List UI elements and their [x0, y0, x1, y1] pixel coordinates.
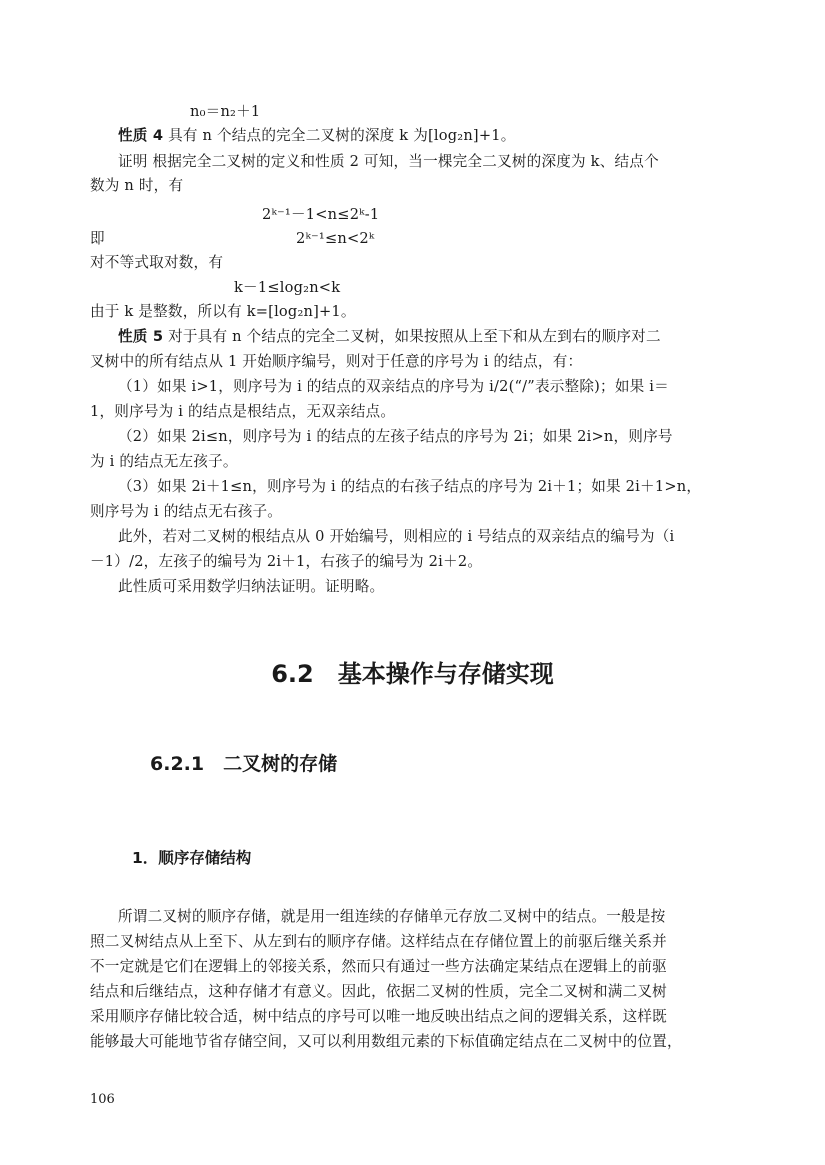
subsection-heading-6-2-1: 6.2.1 二叉树的存储 [150, 753, 338, 775]
item-1-line-a: （1）如果 i>1，则序号为 i 的结点的双亲结点的序号为 i/2(“/”表示整除)；如果 i＝ [118, 378, 669, 395]
property-5: 性质 5 对于具有 n 个结点的完全二叉树，如果按照从上至下和从左到右的顺序对二 [118, 328, 661, 345]
extra-line-a: 此外，若对二叉树的根结点从 0 开始编号，则相应的 i 号结点的双亲结点的编号为（i [118, 528, 675, 545]
formula-inequality-2: 2ᵏ⁻¹≤n<2ᵏ [296, 230, 375, 247]
formula-inequality-1: 2ᵏ⁻¹－1<n≤2ᵏ-1 [262, 206, 380, 223]
paragraph-line: 不一定就是它们在逻辑上的邻接关系，然而只有通过一些方法确定某结点在逻辑上的前驱 [90, 958, 667, 975]
formula-n0: n₀＝n₂＋1 [190, 103, 261, 120]
property-4-text: 具有 n 个结点的完全二叉树的深度 k 为[log₂n]+1。 [168, 127, 516, 144]
proof-line-1: 证明 根据完全二叉树的定义和性质 2 可知，当一棵完全二叉树的深度为 k、结点个 [118, 153, 659, 170]
heading-sequential-storage: 1．顺序存储结构 [132, 849, 252, 867]
paragraph-line: 结点和后继结点，这种存储才有意义。因此，依据二叉树的性质，完全二叉树和满二叉树 [90, 983, 667, 1000]
item-2-line-a: （2）如果 2i≤n，则序号为 i 的结点的左孩子结点的序号为 2i；如果 2i>n，则序号 [118, 428, 673, 445]
property-4 [118, 126, 768, 146]
property-4-label: 性质 4 [118, 127, 164, 144]
section-heading-6-2: 6.2 基本操作与存储实现 [271, 660, 554, 688]
proof-line-4: 由于 k 是整数，所以有 k=[log₂n]+1。 [90, 303, 356, 320]
page-number: 106 [90, 1092, 115, 1107]
paragraph-line: 采用顺序存储比较合适，树中结点的序号可以唯一地反映出结点之间的逻辑关系，这样既 [90, 1008, 667, 1025]
item-3-line-a: （3）如果 2i＋1≤n，则序号为 i 的结点的右孩子结点的序号为 2i＋1；如果 2i＋1>n， [118, 478, 702, 495]
item-2-line-b: 为 i 的结点无左孩子。 [90, 453, 238, 470]
item-3-line-b: 则序号为 i 的结点无右孩子。 [90, 503, 283, 520]
proof-label: 证明 [118, 153, 148, 170]
proof-note: 此性质可采用数学归纳法证明。证明略。 [118, 578, 385, 595]
paragraph-line: 照二叉树结点从上至下、从左到右的顺序存储。这样结点在存储位置上的前驱后继关系并 [90, 933, 667, 950]
extra-line-b: －1）/2，左孩子的编号为 2i＋1，右孩子的编号为 2i＋2。 [90, 553, 483, 570]
item-1-line-b: 1，则序号为 i 的结点是根结点，无双亲结点。 [90, 403, 396, 420]
property-5-line-2: 叉树中的所有结点从 1 开始顺序编号，则对于任意的序号为 i 的结点，有： [90, 353, 583, 370]
proof-line-2: 数为 n 时，有 [90, 177, 184, 194]
paragraph-line: 所谓二叉树的顺序存储，就是用一组连续的存储单元存放二叉树中的结点。一般是按 [118, 908, 666, 925]
proof-ji: 即 [90, 230, 105, 247]
paragraph-line: 能够最大可能地节省存储空间，又可以利用数组元素的下标值确定结点在二叉树中的位置， [90, 1033, 682, 1050]
proof-line-3: 对不等式取对数，有 [90, 254, 224, 271]
formula-log: k－1≤log₂n<k [234, 279, 341, 296]
property-5-label: 性质 5 [118, 328, 164, 345]
